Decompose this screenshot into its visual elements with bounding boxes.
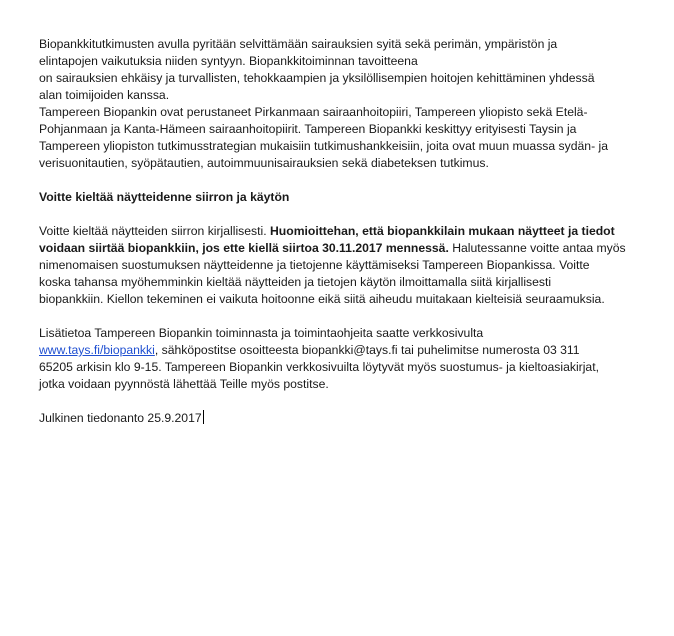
- intro-line: verisuonitautien, syöpätautien, autoimmuunisairauksien sekä diabeteksen tutkimus.: [39, 156, 489, 170]
- section-heading: Voitte kieltää näytteidenne siirron ja käytön: [39, 190, 290, 204]
- intro-line: Tampereen Biopankin ovat perustaneet Pirkanmaan sairaanhoitopiiri, Tampereen yliopisto sekä Etelä-: [39, 105, 588, 119]
- contact-text: , sähköpostitse osoitteesta biopankki@tays.fi tai puhelimitse numerosta 03 311: [154, 343, 580, 357]
- refusal-line: biopankkiin. Kiellon tekeminen ei vaikuta hoitoonne eikä siitä aiheudu muitakaan kielteisiä seuraamuksia.: [39, 292, 605, 306]
- contact-line: [39, 342, 639, 359]
- refusal-text: Halutessanne voitte antaa myös: [448, 241, 626, 255]
- paragraph-spacer: [39, 172, 639, 189]
- refusal-text: Voitte kieltää näytteiden siirron kirjallisesti.: [39, 224, 270, 238]
- text-cursor: [203, 410, 204, 424]
- intro-line: elintapojen vaikutuksia niiden syntyyn. Biopankkitoiminnan tavoitteena: [39, 54, 418, 68]
- contact-line: Lisätietoa Tampereen Biopankin toiminnasta ja toimintaohjeita saatte verkkosivulta: [39, 326, 484, 340]
- public-notice-date: Julkinen tiedonanto 25.9.2017: [39, 411, 202, 425]
- intro-line: Tampereen yliopiston tutkimusstrategian mukaisiin tutkimushankkeisiin, joita ovat muun muassa sydän- ja: [39, 139, 609, 153]
- intro-line: Pohjanmaan ja Kanta-Hämeen sairaanhoitopiirit. Tampereen Biopankki keskittyy erityisesti Taysin ja: [39, 122, 577, 136]
- refusal-line: nimenomaisen suostumuksen näytteidenne ja tietojenne käyttämiseksi Tampereen Biopankissa. Voitte: [39, 258, 590, 272]
- intro-line: on sairauksien ehkäisy ja turvallisten, tehokkaampien ja yksilöllisempien hoitojen kehittäminen yhdessä: [39, 71, 595, 85]
- refusal-notice-bold: Huomioittehan, että biopankkilain mukaan näytteet ja tiedot: [270, 224, 615, 238]
- refusal-notice-bold: voidaan siirtää biopankkiin, jos ette kiellä siirtoa 30.11.2017 mennessä.: [39, 241, 449, 255]
- notice-line: [39, 410, 639, 427]
- paragraph-spacer: [39, 206, 639, 223]
- contact-line: jotka voidaan pyynnöstä lähettää Teille myös postitse.: [39, 377, 329, 391]
- intro-line: alan toimijoiden kanssa.: [39, 88, 170, 102]
- refusal-line: [39, 240, 639, 257]
- biopankki-website-link[interactable]: www.tays.fi/biopankki: [39, 343, 155, 357]
- document-body[interactable]: [39, 36, 639, 427]
- paragraph-spacer: [39, 393, 639, 410]
- contact-line: 65205 arkisin klo 9-15. Tampereen Biopankin verkkosivuilta löytyvät myös suostumus- ja kieltoasiakirjat,: [39, 360, 599, 374]
- paragraph-spacer: [39, 308, 639, 325]
- refusal-line: [39, 223, 639, 240]
- intro-line: Biopankkitutkimusten avulla pyritään selvittämään sairauksien syitä sekä perimän, ympäristön ja: [39, 37, 558, 51]
- refusal-line: koska tahansa myöhemminkin kieltää näytteiden ja tietojen käytön ilmoittamalla siitä kirjallisesti: [39, 275, 552, 289]
